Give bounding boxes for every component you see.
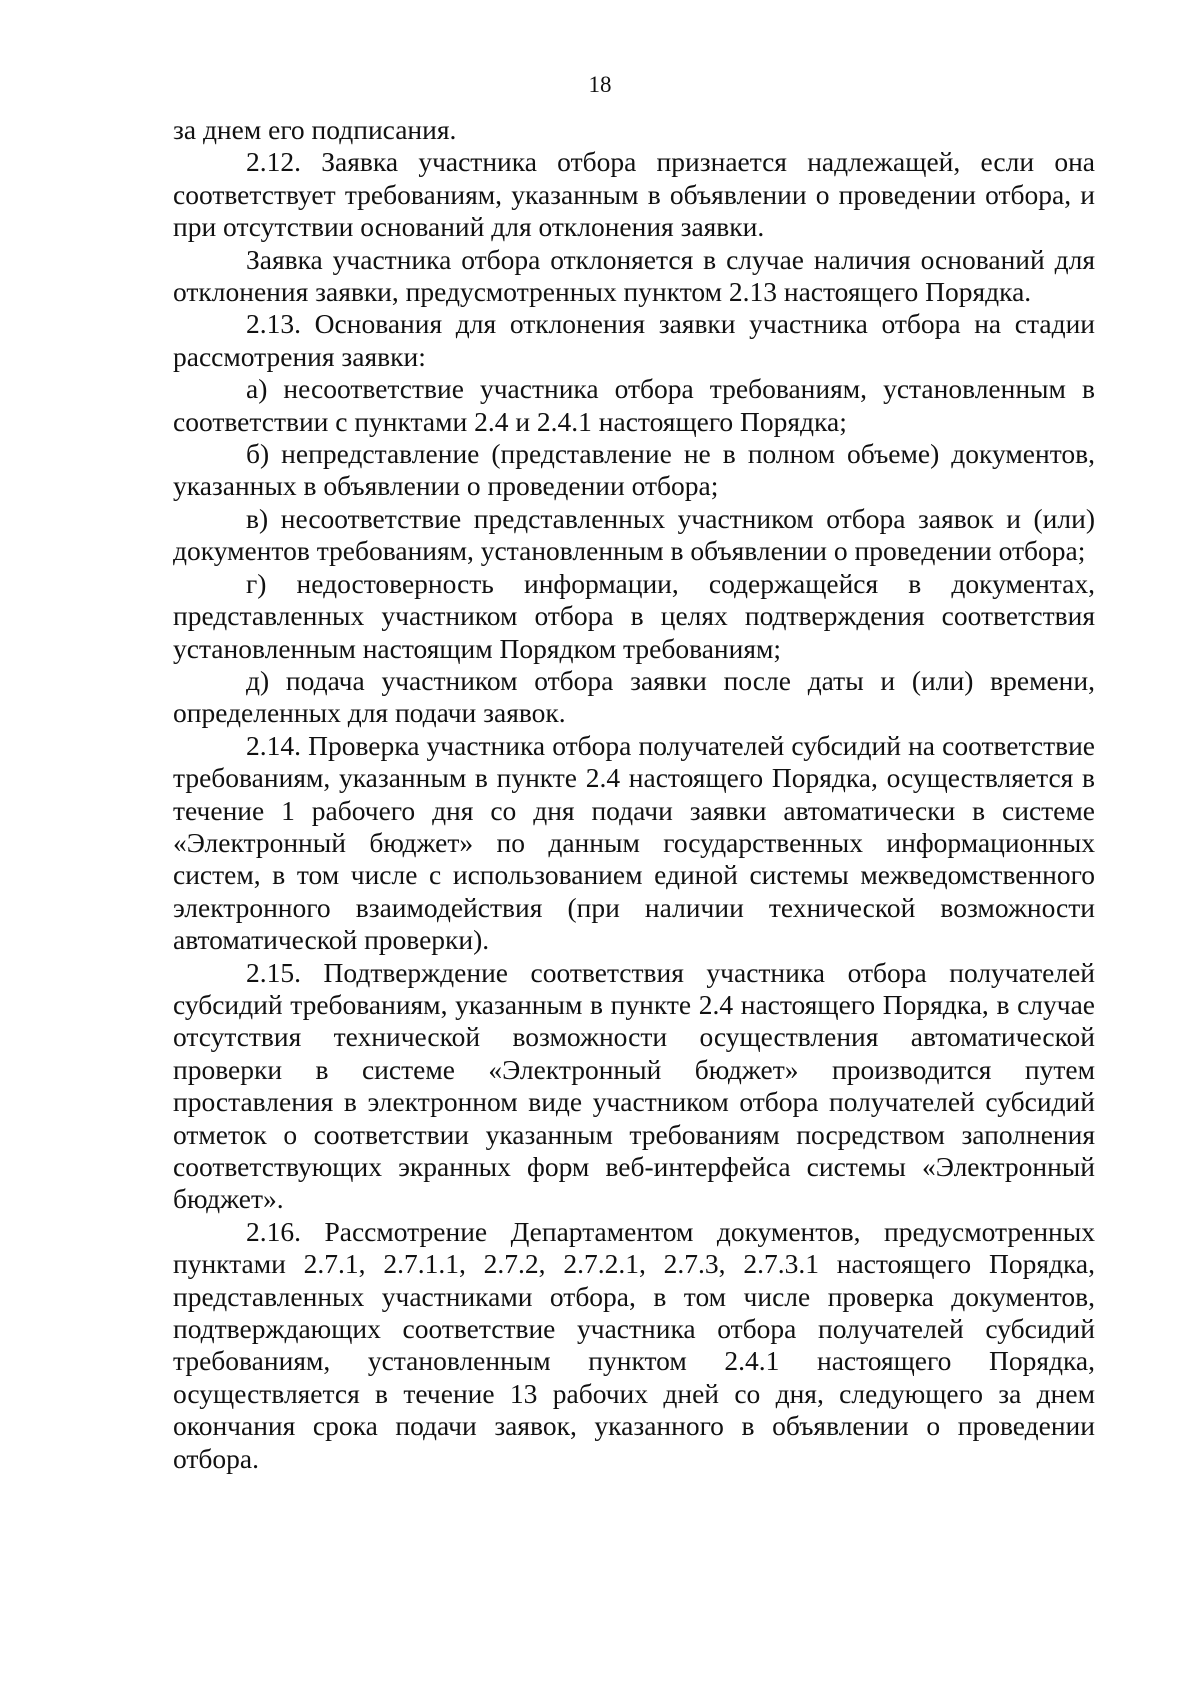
list-item-v: в) несоответствие представленных участником отбора заявок и (или) документов требованиям, установленным в объявлении о проведении отбора; xyxy=(173,502,1095,567)
list-item-g: г) недостоверность информации, содержащейся в документах, представленных участником отбора в целях подтверждения соответствия установленным настоящим Порядком требованиям; xyxy=(173,567,1095,664)
page-number: 18 xyxy=(588,72,612,97)
paragraph-continuation: за днем его подписания. xyxy=(173,114,457,145)
list-item-a: а) несоответствие участника отбора требованиям, установленным в соответствии с пунктами 2.4 и 2.4.1 настоящего Порядка; xyxy=(173,373,1095,437)
list-item-b: б) непредставление (представление не в полном объеме) документов, указанных в объявлении о проведении отбора; xyxy=(173,438,1095,502)
list-item-d: д) подача участником отбора заявки после даты и (или) времени, определенных для подачи заявок. xyxy=(173,664,1095,729)
paragraph-2-12: 2.12. Заявка участника отбора признается надлежащей, если она соответствует требованиям, указанным в объявлении о проведении отбора, и при отсутствии оснований для отклонения заявки. xyxy=(173,146,1095,243)
paragraph-2-16: 2.16. Рассмотрение Департаментом документов, предусмотренных пунктами 2.7.1, 2.7.1.1, 2.7.2, 2.7.2.1, 2.7.3, 2.7.3.1 настоящего Порядка, представленных участниками отбора, в том числе проверка документов, подтверждающих соответствие участника отбора получателей субсидий требованиям, установленным пунктом 2.4.1 настоящего Порядка, осуществляется в течение 13 рабочих дней со дня, следующего за днем окончания срока подачи заявок, указанного в объявлении о проведении отбора. xyxy=(173,1215,1095,1474)
document-body xyxy=(173,114,1095,1475)
paragraph-2-14: 2.14. Проверка участника отбора получателей субсидий на соответствие требованиям, указанным в пункте 2.4 настоящего Порядка, осуществляется в течение 1 рабочего дня со дня подачи заявки автоматически в системе «Электронный бюджет» по данным государственных информационных систем, в том числе с использованием единой системы межведомственного электронного взаимодействия (при наличии технической возможности автоматической проверки). xyxy=(173,729,1095,956)
paragraph-rejection: Заявка участника отбора отклоняется в случае наличия оснований для отклонения заявки, предусмотренных пунктом 2.13 настоящего Порядка. xyxy=(173,243,1095,308)
paragraph-2-13: 2.13. Основания для отклонения заявки участника отбора на стадии рассмотрения заявки: xyxy=(173,308,1095,372)
paragraph-2-15: 2.15. Подтверждение соответствия участника отбора получателей субсидий требованиям, указанным в пункте 2.4 настоящего Порядка, в случае отсутствия технической возможности осуществления автоматической проверки в системе «Электронный бюджет» производится путем проставления в электронном виде участником отбора получателей субсидий отметок о соответствии указанным требованиям посредством заполнения соответствующих экранных форм веб-интерфейса системы «Электронный бюджет». xyxy=(173,956,1095,1215)
